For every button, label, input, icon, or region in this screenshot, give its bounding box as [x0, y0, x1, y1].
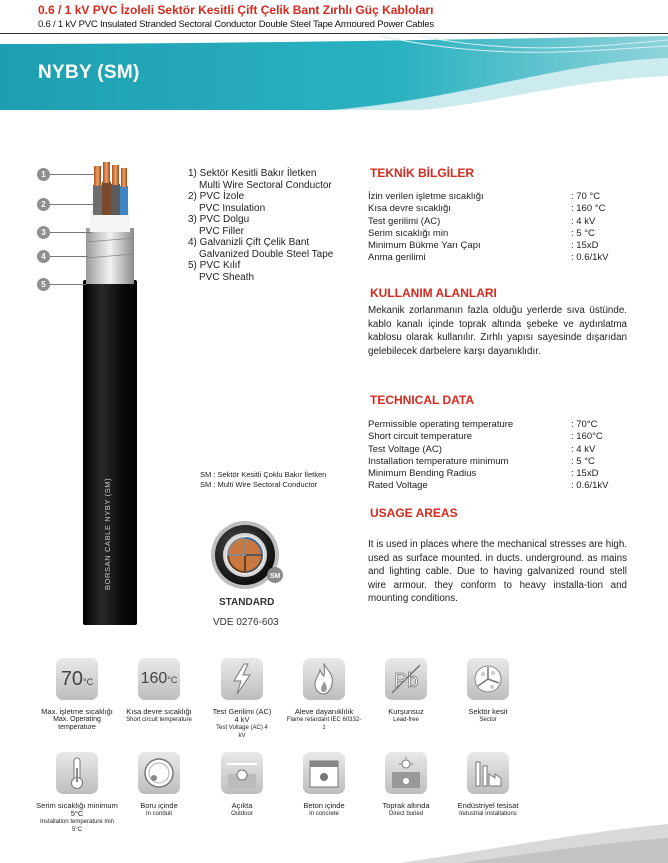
icon-label-tr: Beton içinde	[303, 801, 345, 810]
icon-label-en: Max. Operating temperature	[53, 716, 101, 731]
kullanim-text: Mekanik zorlanmanın fazla olduğu yerlerde sıva üstünde. kablo kanalı içinde toprak altında şebeke ve aydınlatma kablosu olarak kullanılır. Zırhlı yapısı sayesinde dışarıdan gelebilecek darbelere karşı dayanıklıdır.	[368, 305, 627, 357]
thermometer-70-icon	[56, 658, 98, 700]
leader-3	[50, 232, 92, 233]
icon-label-concrete	[289, 802, 359, 818]
icon-label-sector	[454, 708, 522, 724]
teknik-row	[368, 216, 609, 228]
icon-label-buried	[371, 802, 441, 818]
usage-heading: USAGE AREAS	[370, 506, 458, 520]
icon-label-en: In conduit	[145, 811, 173, 817]
teknik-key: Serim sıcaklığı min	[368, 227, 449, 239]
component-2-en: PVC Insulation	[199, 202, 266, 214]
concrete-icon	[303, 752, 345, 794]
marker-2: 2	[37, 198, 50, 211]
component-5-tr: 5) PVC Kılıf	[188, 260, 241, 271]
sm-note-tr: SM : Sektör Kesitli Çoklu Bakır İletken	[200, 470, 327, 479]
icon-label-max-temp	[36, 708, 118, 732]
teknik-row	[368, 203, 609, 215]
title-english: 0.6 / 1 kV PVC Insulated Stranded Sectoral Conductor Double Steel Tape Armoured Power Cables	[38, 19, 434, 30]
icon-label-en: Installation temperature min 5°C	[39, 819, 115, 833]
icon-label-conduit	[124, 802, 194, 818]
technical-value: : 0.6/1kV	[571, 480, 609, 492]
technical-key: Test Voltage (AC)	[368, 443, 442, 455]
sm-note-en: SM : Multi Wire Sectoral Conductor	[200, 480, 318, 489]
flame-icon	[303, 658, 345, 700]
standard-value: VDE 0276-603	[213, 617, 279, 628]
cable-illustration	[80, 160, 140, 625]
icon-label-lead-free	[372, 708, 440, 724]
teknik-key: Minimum Bükme Yarı Çapı	[368, 240, 481, 252]
teknik-key: Test gerilimi (AC)	[368, 215, 441, 227]
conduit-icon	[138, 752, 180, 794]
technical-key: Short circuit temperature	[368, 431, 473, 443]
icon-label-tr: Boru içinde	[140, 801, 178, 810]
icon-70-unit: °C	[83, 676, 94, 687]
kullanim-heading: KULLANIM ALANLARI	[370, 286, 497, 300]
component-2-tr: 2) PVC İzole	[188, 191, 245, 202]
technical-value: : 4 kV	[571, 443, 596, 455]
icon-label-tr: Serim sıcaklığı minimum 5°C	[36, 801, 118, 818]
product-code-title: NYBY (SM)	[38, 62, 140, 83]
icon-label-short-circuit	[119, 708, 199, 724]
cable-print-text: BORSAN CABLE NYBY (SM)	[103, 477, 112, 590]
teknik-key: Anma gerilimi	[368, 252, 426, 264]
icon-label-outdoor	[207, 802, 277, 818]
technical-value: : 160°C	[571, 431, 603, 443]
teknik-key: Kısa devre sıcaklığı	[368, 203, 451, 215]
component-3-en: PVC Filler	[199, 225, 245, 237]
technical-value: : 5 °C	[571, 455, 595, 467]
thermometer-min-icon	[56, 752, 98, 794]
icon-label-en: Flame retardant IEC 60332-1	[286, 717, 362, 731]
teknik-value: : 0.6/1kV	[571, 252, 609, 264]
title-turkish: 0.6 / 1 kV PVC İzoleli Sektör Kesitli Çift Çelik Bant Zırhlı Güç Kabloları	[38, 3, 434, 17]
icon-label-install-temp	[36, 802, 118, 834]
outdoor-icon	[221, 752, 263, 794]
sm-badge: SM	[269, 573, 281, 580]
icon-160-value: 160	[140, 670, 168, 687]
sector-icon	[467, 658, 509, 700]
icon-label-tr: Test Gerilimi (AC) 4 kV	[212, 707, 272, 724]
icon-label-tr: Toprak altında	[382, 801, 430, 810]
technical-row	[368, 431, 609, 443]
icon-label-tr: Kısa devre sıcaklığı	[126, 707, 192, 716]
component-4-en: Galvanized Double Steel Tape	[199, 248, 334, 260]
teknik-row	[368, 228, 609, 240]
technical-table	[368, 419, 609, 493]
icon-70-value: 70	[60, 667, 84, 690]
technical-value: : 15xD	[571, 468, 599, 480]
teknik-value: : 15xD	[571, 240, 599, 252]
icon-label-en: Test Voltage (AC) 4 kV	[216, 725, 268, 739]
cable-cross-section	[208, 518, 288, 594]
technical-key: Installation temperature minimum	[368, 455, 509, 467]
technical-row	[368, 419, 609, 431]
marker-4: 4	[37, 250, 50, 263]
lightning-icon	[221, 658, 263, 700]
marker-5: 5	[37, 278, 50, 291]
thermometer-160-icon	[138, 658, 180, 700]
component-5-en: PVC Sheath	[199, 271, 255, 283]
teknik-value: : 70 °C	[571, 191, 601, 202]
component-1-en: Multi Wire Sectoral Conductor	[199, 179, 332, 191]
icon-label-test-voltage	[212, 708, 272, 740]
icon-label-en: Sector	[479, 717, 497, 723]
header-divider	[0, 33, 668, 34]
usage-text: It is used in places where the mechanical stresses are high. used as surface mounted. in ducts. underground. as mains and lighting cable. Due to having galvanized round stell wire armour. they conform to heavy installa-tion and mounting conditions.	[368, 539, 627, 605]
teknik-row	[368, 240, 609, 252]
lead-free-icon	[385, 658, 427, 700]
buried-icon	[385, 752, 427, 794]
icon-label-en: Lead-free	[393, 717, 419, 723]
teknik-row	[368, 191, 609, 203]
component-3-tr: 3) PVC Dolgu	[188, 214, 250, 225]
teknik-heading: TEKNİK BİLGİLER	[370, 166, 474, 180]
marker-1: 1	[37, 168, 50, 181]
teknik-value: : 4 kV	[571, 215, 596, 227]
leader-4	[50, 256, 88, 257]
leader-5	[50, 284, 86, 285]
icon-label-tr: Aleve dayanıklılık	[294, 707, 354, 716]
icon-label-en: Short circuit temperature	[126, 717, 192, 723]
technical-row	[368, 480, 609, 492]
icon-label-tr: Açıkta	[231, 801, 253, 810]
technical-row	[368, 456, 609, 468]
icon-label-en: Industrial Installations	[459, 811, 517, 817]
technical-value: : 70°C	[571, 419, 598, 430]
component-4-tr: 4) Galvanizli Çift Çelik Bant	[188, 237, 310, 248]
standard-label: STANDARD	[219, 597, 275, 608]
icon-label-tr: Sektör kesit	[468, 707, 508, 716]
icon-160-unit: °C	[167, 675, 178, 685]
icon-label-industrial	[450, 802, 526, 818]
technical-row	[368, 444, 609, 456]
component-1-tr: 1) Sektör Kesitli Bakır İletken	[188, 168, 317, 179]
icon-label-tr: Endüstriyel tesisat	[457, 801, 519, 810]
technical-key: Permissible operating temperature	[368, 419, 514, 430]
components-list	[188, 168, 333, 283]
industrial-icon	[467, 752, 509, 794]
icon-label-en: Outdoor	[231, 811, 253, 817]
icon-label-tr: Max. işletme sıcaklığı	[41, 707, 113, 716]
marker-3: 3	[37, 226, 50, 239]
teknik-table	[368, 191, 609, 265]
technical-key: Minimum Bending Radius	[368, 468, 477, 480]
pb-glyph: Pb	[393, 670, 419, 692]
technical-row	[368, 468, 609, 480]
icon-label-en: In concrete	[309, 811, 339, 817]
footer-swoosh	[400, 820, 668, 863]
leader-2	[50, 204, 94, 205]
technical-heading: TECHNICAL DATA	[370, 393, 474, 407]
teknik-key: İzin verilen işletme sıcaklığı	[368, 191, 484, 202]
icon-label-flame	[286, 708, 362, 732]
teknik-row	[368, 252, 609, 264]
technical-key: Rated Voltage	[368, 480, 428, 492]
icon-label-tr: Kurşunsuz	[388, 707, 424, 716]
teknik-value: : 160 °C	[571, 203, 606, 215]
teknik-value: : 5 °C	[571, 227, 595, 239]
icon-label-en: Direct buried	[388, 811, 423, 817]
leader-1	[50, 174, 94, 175]
